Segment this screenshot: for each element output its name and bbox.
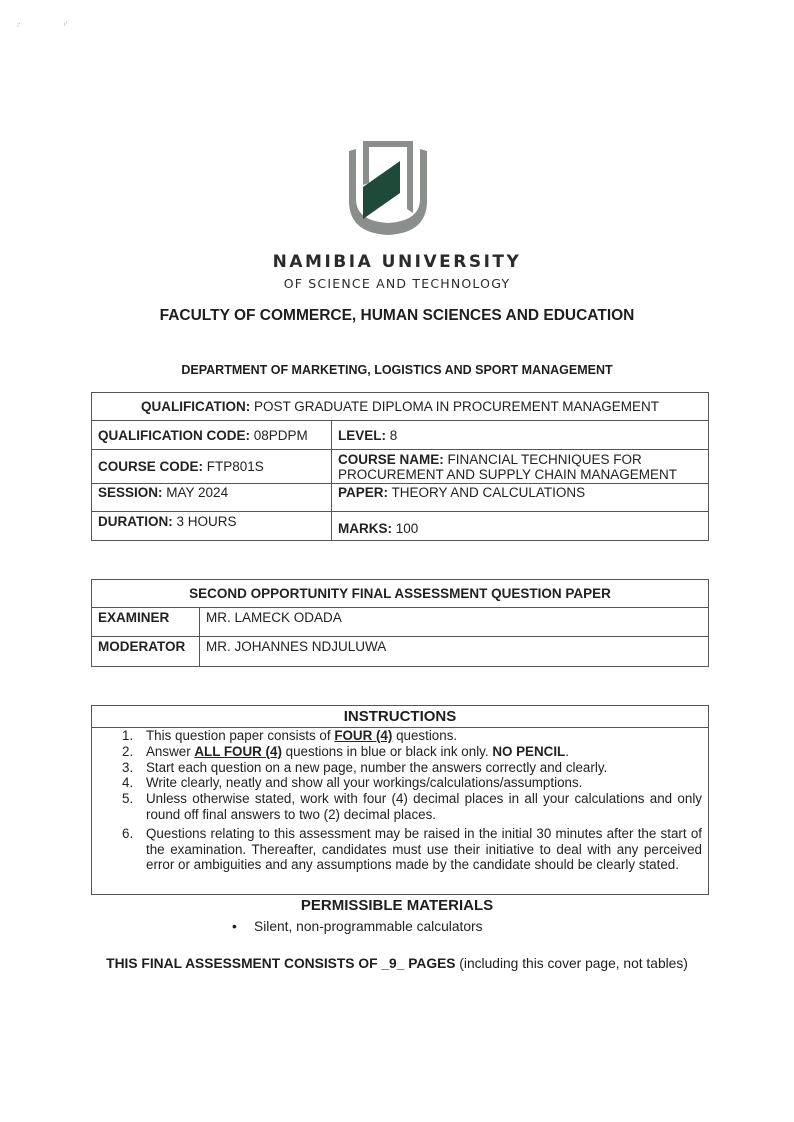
department-title: DEPARTMENT OF MARKETING, LOGISTICS AND SPORT MANAGEMENT [181,363,613,377]
course-code-value: FTP801S [206,459,264,474]
session-label: SESSION: [98,485,163,500]
qualification-code-label: QUALIFICATION CODE: [98,427,250,443]
instruction-number: 4. [122,775,134,791]
instruction-number: 1. [122,728,134,743]
session-cell [92,484,332,512]
permissible-materials-title: PERMISSIBLE MATERIALS [300,897,494,914]
marks-cell [332,512,709,541]
session-value: MAY 2024 [166,485,229,500]
instruction-text: This question paper consists of [146,728,335,743]
examiner-name: MR. LAMECK ODADA [206,610,342,625]
instruction-item [92,760,708,776]
course-code-cell [92,450,332,484]
marks-label: MARKS: [338,521,392,536]
qualification-cell [92,393,709,421]
course-name-value: FINANCIAL TECHNIQUES FOR PROCUREMENT AND SUPPLY CHAIN MANAGEMENT [338,451,678,482]
moderator-name: MR. JOHANNES NDJULUWA [206,639,387,654]
duration-cell [92,512,332,541]
level-value: 8 [389,427,398,443]
permissible-material-item [232,919,483,934]
instruction-text: Answer [146,743,195,759]
paper-cell [332,484,709,512]
course-name-cell [332,450,709,484]
qualification-code-value: 08PDPM [253,427,308,443]
level-cell [332,421,709,450]
instruction-text: questions. [392,728,458,743]
instruction-text: Unless otherwise stated, work with four (4) decimal places in all your calculations and only round off final answers to two (2) decimal places. [146,791,702,822]
examiner-table [91,579,709,667]
level-label: LEVEL: [338,427,387,443]
instructions-title: INSTRUCTIONS [92,706,708,728]
examiner-value-cell [200,608,709,637]
examiner-label-cell [92,608,200,637]
instruction-number: 5. [122,791,134,807]
paper-value: THEORY AND CALCULATIONS [391,485,586,500]
bullet-icon: • [232,919,237,934]
university-name: NAMIBIA UNIVERSITY [272,252,522,272]
instruction-text: . [565,743,569,759]
instruction-number: 3. [122,759,134,775]
instruction-text: questions in blue or black ink only. [281,743,493,759]
instruction-text: Write clearly, neatly and show all your workings/calculations/assumptions. [146,775,583,791]
duration-label: DURATION: [98,514,173,529]
university-subtitle: OF SCIENCE AND TECHNOLOGY [283,276,511,291]
qualification-code-cell [92,421,332,450]
university-logo-icon [343,137,433,237]
permissible-material-text: Silent, non-programmable calculators [254,919,483,934]
instructions-list [92,728,708,873]
page-count-bold: THIS FINAL ASSESSMENT CONSISTS OF _9_ PAGES [106,956,456,971]
qualification-value: POST GRADUATE DIPLOMA IN PROCUREMENT MANAGEMENT [253,399,660,414]
paper-label: PAPER: [338,485,389,500]
scan-mark: ı' [64,21,68,28]
qualification-label: QUALIFICATION: [140,399,251,414]
page-count-note [0,956,794,971]
page-count-detail: (including this cover page, not tables) [455,956,688,971]
examiner-label: EXAMINER [98,610,170,625]
course-code-label: COURSE CODE: [98,459,204,474]
marks-value: 100 [395,521,419,536]
instruction-emphasis: ALL FOUR (4) [194,743,282,759]
duration-value: 3 HOURS [176,514,237,529]
instruction-item [92,826,708,873]
instruction-item [92,791,708,823]
instruction-emphasis: FOUR (4) [334,728,393,743]
moderator-label-cell [92,637,200,667]
course-info-table [91,392,709,541]
instruction-item [92,775,708,791]
moderator-value-cell [200,637,709,667]
instructions-box [91,705,709,895]
instruction-number: 2. [122,743,134,759]
instruction-text: Questions relating to this assessment may be raised in the initial 30 minutes after the start of the examination. Thereafter, candidates must use their initiative to deal with any perceived error or ambiguities and any assumptions made by the candidate should be clearly stated. [146,825,702,873]
instruction-item [92,744,708,760]
moderator-label: MODERATOR [98,639,186,654]
course-name-label: COURSE NAME: [338,451,444,467]
assessment-title: SECOND OPPORTUNITY FINAL ASSESSMENT QUESTION PAPER [189,586,611,601]
instruction-number: 6. [122,825,134,841]
scan-mark: ⁝' [17,22,21,29]
assessment-title-cell [92,580,709,608]
instruction-text: Start each question on a new page, number the answers correctly and clearly. [146,759,608,775]
faculty-title: FACULTY OF COMMERCE, HUMAN SCIENCES AND EDUCATION [159,307,635,324]
instruction-item [92,728,708,744]
instruction-bold: NO PENCIL [492,743,566,759]
